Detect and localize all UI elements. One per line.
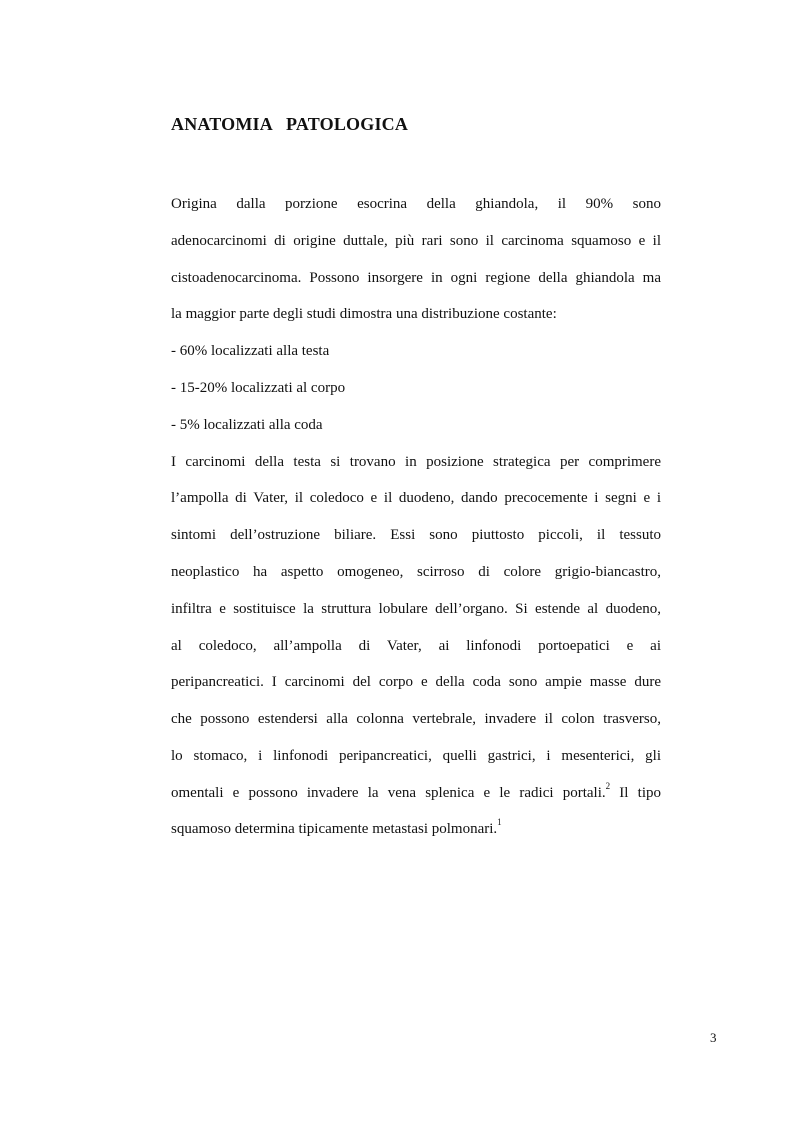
text-line: al coledoco, all’ampolla di Vater, ai linfonodi portoepatici e ai	[171, 638, 661, 654]
text-line: - 60% localizzati alla testa	[171, 343, 330, 359]
text-line: Origina dalla porzione esocrina della ghiandola, il 90% sono	[171, 196, 661, 212]
text-line: lo stomaco, i linfonodi peripancreatici, quelli gastrici, i mesenterici, gli	[171, 748, 661, 764]
text-line: sintomi dell’ostruzione biliare. Essi sono piuttosto piccoli, il tessuto	[171, 527, 661, 543]
text-line: peripancreatici. I carcinomi del corpo e della coda sono ampie masse dure	[171, 674, 661, 690]
text-line: infiltra e sostituisce la struttura lobulare dell’organo. Si estende al duodeno,	[171, 601, 661, 617]
text-line: l’ampolla di Vater, il coledoco e il duodeno, dando precocemente i segni e i	[171, 490, 661, 506]
text-segment: omentali e possono invadere la vena splenica e le radici portali.	[171, 785, 606, 801]
text-line	[171, 817, 661, 838]
text-line: - 5% localizzati alla coda	[171, 417, 323, 433]
text-line: I carcinomi della testa si trovano in posizione strategica per comprimere	[171, 454, 661, 470]
text-line: che possono estendersi alla colonna vertebrale, invadere il colon trasverso,	[171, 711, 661, 727]
text-line: - 15-20% localizzati al corpo	[171, 380, 346, 396]
text-line: la maggior parte degli studi dimostra una distribuzione costante:	[171, 306, 557, 322]
text-segment: Il tipo	[610, 785, 661, 801]
footnote-ref: 2	[605, 781, 611, 791]
text-line: cistoadenocarcinoma. Possono insorgere in ogni regione della ghiandola ma	[171, 270, 661, 286]
text-segment: squamoso determina tipicamente metastasi polmonari.	[171, 821, 498, 837]
page-number: 3	[710, 1030, 717, 1045]
text-line: neoplastico ha aspetto omogeneo, scirroso di colore grigio-biancastro,	[171, 564, 661, 580]
footnote-ref: 1	[497, 817, 502, 827]
text-line	[171, 781, 661, 802]
text-line: adenocarcinomi di origine duttale, più rari sono il carcinoma squamoso e il	[171, 233, 661, 249]
section-heading: ANATOMIA PATOLOGICA	[171, 114, 409, 134]
